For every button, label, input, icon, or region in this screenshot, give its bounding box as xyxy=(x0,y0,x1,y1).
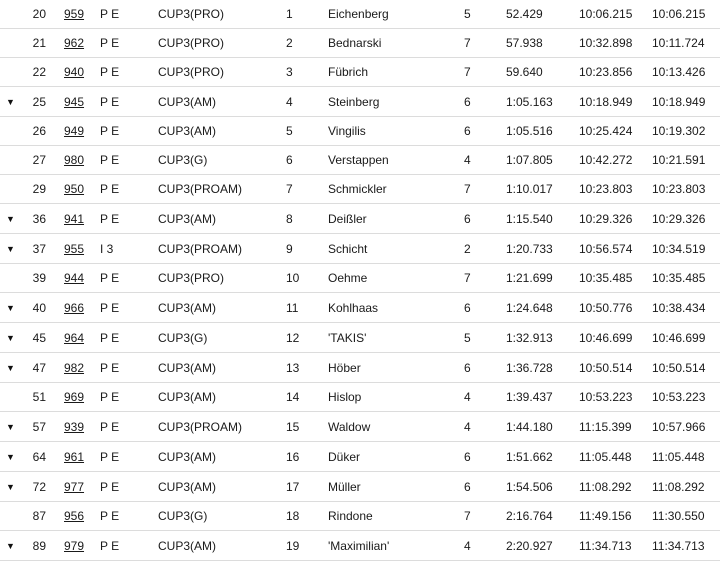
trend-cell xyxy=(0,323,20,353)
overall-position: 64 xyxy=(32,449,46,464)
driver-name: Steinberg xyxy=(328,94,380,109)
trend-cell xyxy=(0,146,20,175)
driver-name: Hislop xyxy=(328,390,362,405)
spacer xyxy=(46,204,64,234)
last-lap-time: 10:21.591 xyxy=(652,153,706,168)
overall-position: 39 xyxy=(32,271,46,286)
last-lap-time: 10:57.966 xyxy=(652,419,706,434)
table-row xyxy=(0,293,720,323)
start-number-link[interactable]: 969 xyxy=(64,390,85,405)
class-code: I 3 xyxy=(100,241,114,256)
start-number-cell xyxy=(64,204,100,234)
start-number-link[interactable]: 940 xyxy=(64,65,85,80)
start-number-link[interactable]: 962 xyxy=(64,36,85,51)
table-row xyxy=(0,87,720,117)
total-time: 11:15.399 xyxy=(579,419,632,434)
trend-cell xyxy=(0,58,20,87)
driver-name: Waldow xyxy=(328,419,371,434)
lap-count: 6 xyxy=(464,211,471,226)
best-lap-time: 1:20.733 xyxy=(506,241,553,256)
table-row xyxy=(0,0,720,29)
driver-name: 'TAKIS' xyxy=(328,330,367,345)
spacer xyxy=(46,531,64,561)
lap-count: 6 xyxy=(464,300,471,315)
last-lap-time: 10:38.434 xyxy=(652,300,706,315)
last-lap-time: 10:13.426 xyxy=(652,65,706,80)
class-position: 17 xyxy=(286,479,300,494)
spacer xyxy=(46,234,64,264)
last-lap-time: 11:05.448 xyxy=(652,449,705,464)
best-lap-time: 1:32.913 xyxy=(506,330,553,345)
overall-position: 87 xyxy=(32,509,46,524)
start-number-cell xyxy=(64,353,100,383)
start-number-cell xyxy=(64,502,100,531)
driver-name: 'Maximilian' xyxy=(328,538,390,553)
trend-cell xyxy=(0,87,20,117)
driver-name: Müller xyxy=(328,479,361,494)
overall-position: 27 xyxy=(32,153,46,168)
spacer xyxy=(46,293,64,323)
best-lap-time: 1:54.506 xyxy=(506,479,553,494)
lap-count: 5 xyxy=(464,330,471,345)
best-lap-time: 1:05.516 xyxy=(506,124,553,139)
last-lap-time: 11:30.550 xyxy=(652,509,705,524)
spacer xyxy=(46,412,64,442)
cup-category: CUP3(G) xyxy=(158,330,208,345)
start-number-cell xyxy=(64,264,100,293)
cup-category: CUP3(AM) xyxy=(158,449,217,464)
best-lap-time: 1:15.540 xyxy=(506,211,553,226)
table-row xyxy=(0,29,720,58)
class-position: 12 xyxy=(286,330,300,345)
best-lap-time: 59.640 xyxy=(506,65,543,80)
table-row xyxy=(0,502,720,531)
cup-category: CUP3(AM) xyxy=(158,94,217,109)
spacer xyxy=(46,175,64,204)
start-number-link[interactable]: 980 xyxy=(64,153,85,168)
cup-category: CUP3(AM) xyxy=(158,124,217,139)
total-time: 10:29.326 xyxy=(579,211,633,226)
start-number-cell xyxy=(64,29,100,58)
start-number-link[interactable]: 941 xyxy=(64,211,85,226)
best-lap-time: 52.429 xyxy=(506,7,543,22)
cup-category: CUP3(PRO) xyxy=(158,271,225,286)
table-row xyxy=(0,353,720,383)
total-time: 10:53.223 xyxy=(579,390,633,405)
start-number-link[interactable]: 959 xyxy=(64,7,85,22)
spacer xyxy=(46,264,64,293)
trend-down-icon: ▼ xyxy=(6,303,15,314)
lap-count: 4 xyxy=(464,419,471,434)
total-time: 10:25.424 xyxy=(579,124,633,139)
cup-category: CUP3(G) xyxy=(158,153,208,168)
table-row xyxy=(0,531,720,561)
start-number-cell xyxy=(64,87,100,117)
class-code: P E xyxy=(100,360,120,375)
last-lap-time: 10:35.485 xyxy=(652,271,706,286)
driver-name: Deißler xyxy=(328,211,367,226)
spacer xyxy=(46,472,64,502)
lap-count: 4 xyxy=(464,153,471,168)
class-code: P E xyxy=(100,390,120,405)
overall-position: 20 xyxy=(32,7,46,22)
class-code: P E xyxy=(100,182,120,197)
start-number-cell xyxy=(64,146,100,175)
total-time: 10:46.699 xyxy=(579,330,633,345)
spacer xyxy=(46,323,64,353)
lap-count: 6 xyxy=(464,94,471,109)
driver-name: Eichenberg xyxy=(328,7,389,22)
table-row xyxy=(0,204,720,234)
cup-category: CUP3(G) xyxy=(158,509,208,524)
table-row xyxy=(0,146,720,175)
start-number-link[interactable]: 961 xyxy=(64,449,85,464)
trend-down-icon: ▼ xyxy=(6,244,15,255)
trend-cell xyxy=(0,204,20,234)
last-lap-time: 10:53.223 xyxy=(652,390,706,405)
spacer xyxy=(46,0,64,29)
start-number-link[interactable]: 945 xyxy=(64,94,85,109)
best-lap-time: 1:39.437 xyxy=(506,390,553,405)
trend-cell xyxy=(0,117,20,146)
table-row xyxy=(0,175,720,204)
overall-position: 57 xyxy=(32,419,46,434)
driver-name: Fübrich xyxy=(328,65,369,80)
table-row xyxy=(0,58,720,87)
start-number-cell xyxy=(64,442,100,472)
table-row xyxy=(0,234,720,264)
total-time: 11:05.448 xyxy=(579,449,632,464)
spacer xyxy=(46,442,64,472)
cup-category: CUP3(AM) xyxy=(158,360,217,375)
class-position: 16 xyxy=(286,449,300,464)
last-lap-time: 10:18.949 xyxy=(652,94,706,109)
class-code: P E xyxy=(100,124,120,139)
total-time: 10:18.949 xyxy=(579,94,633,109)
table-row xyxy=(0,323,720,353)
class-position: 6 xyxy=(286,153,293,168)
lap-count: 6 xyxy=(464,360,471,375)
class-code: P E xyxy=(100,449,120,464)
total-time: 10:50.776 xyxy=(579,300,633,315)
class-code: P E xyxy=(100,330,120,345)
lap-count: 7 xyxy=(464,65,471,80)
table-row xyxy=(0,264,720,293)
class-code: P E xyxy=(100,419,120,434)
trend-down-icon: ▼ xyxy=(6,422,15,433)
start-number-link[interactable]: 982 xyxy=(64,360,85,375)
last-lap-time: 10:11.724 xyxy=(652,36,705,51)
overall-position: 36 xyxy=(32,211,46,226)
table-row xyxy=(0,117,720,146)
cup-category: CUP3(AM) xyxy=(158,300,217,315)
spacer xyxy=(46,87,64,117)
spacer xyxy=(46,117,64,146)
overall-position: 25 xyxy=(32,94,46,109)
trend-cell xyxy=(0,175,20,204)
driver-name: Vingilis xyxy=(328,124,366,139)
class-position: 8 xyxy=(286,211,293,226)
last-lap-time: 10:50.514 xyxy=(652,360,706,375)
class-code: P E xyxy=(100,538,120,553)
start-number-cell xyxy=(64,293,100,323)
last-lap-time: 10:29.326 xyxy=(652,211,706,226)
total-time: 10:32.898 xyxy=(579,36,633,51)
start-number-link[interactable]: 964 xyxy=(64,330,85,345)
lap-count: 5 xyxy=(464,7,471,22)
class-position: 15 xyxy=(286,419,300,434)
cup-category: CUP3(PROAM) xyxy=(158,182,243,197)
start-number-link[interactable]: 966 xyxy=(64,300,85,315)
last-lap-time: 11:34.713 xyxy=(652,538,705,553)
trend-cell xyxy=(0,442,20,472)
cup-category: CUP3(AM) xyxy=(158,479,217,494)
lap-count: 2 xyxy=(464,241,471,256)
class-position: 11 xyxy=(286,300,299,315)
class-position: 13 xyxy=(286,360,300,375)
spacer xyxy=(46,58,64,87)
best-lap-time: 1:10.017 xyxy=(506,182,553,197)
total-time: 10:35.485 xyxy=(579,271,633,286)
lap-count: 4 xyxy=(464,390,471,405)
overall-position: 45 xyxy=(32,330,46,345)
start-number-link[interactable]: 955 xyxy=(64,241,85,256)
total-time: 10:42.272 xyxy=(579,153,633,168)
trend-down-icon: ▼ xyxy=(6,214,15,225)
table-row xyxy=(0,383,720,412)
start-number-link[interactable]: 956 xyxy=(64,509,85,524)
best-lap-time: 1:24.648 xyxy=(506,300,553,315)
start-number-cell xyxy=(64,472,100,502)
total-time: 10:23.803 xyxy=(579,182,633,197)
trend-down-icon: ▼ xyxy=(6,452,15,463)
best-lap-time: 2:16.764 xyxy=(506,509,553,524)
start-number-link[interactable]: 939 xyxy=(64,419,85,434)
trend-cell xyxy=(0,0,20,29)
lap-count: 4 xyxy=(464,538,471,553)
class-position: 9 xyxy=(286,241,293,256)
trend-cell xyxy=(0,353,20,383)
start-number-cell xyxy=(64,383,100,412)
start-number-cell xyxy=(64,234,100,264)
lap-count: 6 xyxy=(464,479,471,494)
overall-position: 21 xyxy=(32,36,46,51)
start-number-cell xyxy=(64,175,100,204)
spacer xyxy=(46,353,64,383)
class-code: P E xyxy=(100,300,120,315)
overall-position: 37 xyxy=(32,241,46,256)
driver-name: Schicht xyxy=(328,241,368,256)
driver-name: Düker xyxy=(328,449,361,464)
trend-cell xyxy=(0,234,20,264)
lap-count: 7 xyxy=(464,36,471,51)
class-position: 2 xyxy=(286,36,293,51)
overall-position: 22 xyxy=(32,65,46,80)
cup-category: CUP3(PROAM) xyxy=(158,241,243,256)
trend-cell xyxy=(0,29,20,58)
trend-cell xyxy=(0,383,20,412)
best-lap-time: 1:05.163 xyxy=(506,94,553,109)
class-code: P E xyxy=(100,94,120,109)
total-time: 10:56.574 xyxy=(579,241,633,256)
best-lap-time: 1:21.699 xyxy=(506,271,553,286)
lap-count: 7 xyxy=(464,271,471,286)
driver-name: Oehme xyxy=(328,271,368,286)
class-position: 5 xyxy=(286,124,293,139)
table-row xyxy=(0,412,720,442)
trend-cell xyxy=(0,502,20,531)
start-number-link[interactable]: 977 xyxy=(64,479,85,494)
table-row xyxy=(0,442,720,472)
start-number-link[interactable]: 944 xyxy=(64,271,85,286)
lap-count: 6 xyxy=(464,124,471,139)
trend-down-icon: ▼ xyxy=(6,363,15,374)
cup-category: CUP3(PRO) xyxy=(158,65,225,80)
overall-position: 26 xyxy=(32,124,46,139)
driver-name: Schmickler xyxy=(328,182,387,197)
best-lap-time: 1:51.662 xyxy=(506,449,553,464)
last-lap-time: 10:19.302 xyxy=(652,124,706,139)
overall-position: 51 xyxy=(32,390,46,405)
total-time: 11:08.292 xyxy=(579,479,632,494)
start-number-cell xyxy=(64,531,100,561)
class-code: P E xyxy=(100,509,120,524)
class-code: P E xyxy=(100,479,120,494)
driver-name: Bednarski xyxy=(328,36,382,51)
overall-position: 47 xyxy=(32,360,46,375)
spacer xyxy=(46,29,64,58)
overall-position: 29 xyxy=(32,182,46,197)
start-number-cell xyxy=(64,323,100,353)
total-time: 11:34.713 xyxy=(579,538,632,553)
driver-name: Rindone xyxy=(328,509,373,524)
best-lap-time: 2:20.927 xyxy=(506,538,553,553)
lap-count: 7 xyxy=(464,509,471,524)
cup-category: CUP3(PRO) xyxy=(158,7,225,22)
total-time: 10:23.856 xyxy=(579,65,633,80)
last-lap-time: 10:34.519 xyxy=(652,241,706,256)
class-position: 14 xyxy=(286,390,300,405)
class-code: P E xyxy=(100,7,120,22)
start-number-cell xyxy=(64,412,100,442)
overall-position: 89 xyxy=(32,538,46,553)
class-position: 18 xyxy=(286,509,300,524)
class-code: P E xyxy=(100,271,120,286)
table-row xyxy=(0,472,720,502)
trend-cell xyxy=(0,264,20,293)
cup-category: CUP3(PRO) xyxy=(158,36,225,51)
spacer xyxy=(46,383,64,412)
trend-down-icon: ▼ xyxy=(6,333,15,344)
class-position: 3 xyxy=(286,65,293,80)
start-number-cell xyxy=(64,58,100,87)
lap-count: 7 xyxy=(464,182,471,197)
trend-cell xyxy=(0,412,20,442)
overall-position: 40 xyxy=(32,300,46,315)
best-lap-time: 1:44.180 xyxy=(506,419,553,434)
driver-name: Höber xyxy=(328,360,361,375)
total-time: 10:50.514 xyxy=(579,360,633,375)
start-number-link[interactable]: 949 xyxy=(64,124,85,139)
start-number-link[interactable]: 950 xyxy=(64,182,85,197)
start-number-cell xyxy=(64,117,100,146)
trend-down-icon: ▼ xyxy=(6,482,15,493)
trend-down-icon: ▼ xyxy=(6,541,15,552)
class-position: 4 xyxy=(286,94,293,109)
class-position: 7 xyxy=(286,182,293,197)
cup-category: CUP3(AM) xyxy=(158,390,217,405)
class-position: 1 xyxy=(286,7,293,22)
overall-position: 72 xyxy=(32,479,46,494)
class-position: 19 xyxy=(286,538,300,553)
driver-name: Kohlhaas xyxy=(328,300,379,315)
start-number-cell xyxy=(64,0,100,29)
last-lap-time: 11:08.292 xyxy=(652,479,705,494)
total-time: 10:06.215 xyxy=(579,7,633,22)
best-lap-time: 57.938 xyxy=(506,36,543,51)
cup-category: CUP3(AM) xyxy=(158,211,217,226)
last-lap-time: 10:23.803 xyxy=(652,182,706,197)
driver-name: Verstappen xyxy=(328,153,389,168)
best-lap-time: 1:36.728 xyxy=(506,360,553,375)
spacer xyxy=(46,146,64,175)
cup-category: CUP3(PROAM) xyxy=(158,419,243,434)
last-lap-time: 10:46.699 xyxy=(652,330,706,345)
trend-down-icon: ▼ xyxy=(6,97,15,108)
spacer xyxy=(46,502,64,531)
start-number-link[interactable]: 979 xyxy=(64,538,85,553)
best-lap-time: 1:07.805 xyxy=(506,153,553,168)
class-position: 10 xyxy=(286,271,300,286)
class-code: P E xyxy=(100,36,120,51)
total-time: 11:49.156 xyxy=(579,509,632,524)
lap-count: 6 xyxy=(464,449,471,464)
class-code: P E xyxy=(100,65,120,80)
trend-cell xyxy=(0,293,20,323)
class-code: P E xyxy=(100,153,120,168)
trend-cell xyxy=(0,472,20,502)
last-lap-time: 10:06.215 xyxy=(652,7,706,22)
trend-cell xyxy=(0,531,20,561)
class-code: P E xyxy=(100,211,120,226)
cup-category: CUP3(AM) xyxy=(158,538,217,553)
